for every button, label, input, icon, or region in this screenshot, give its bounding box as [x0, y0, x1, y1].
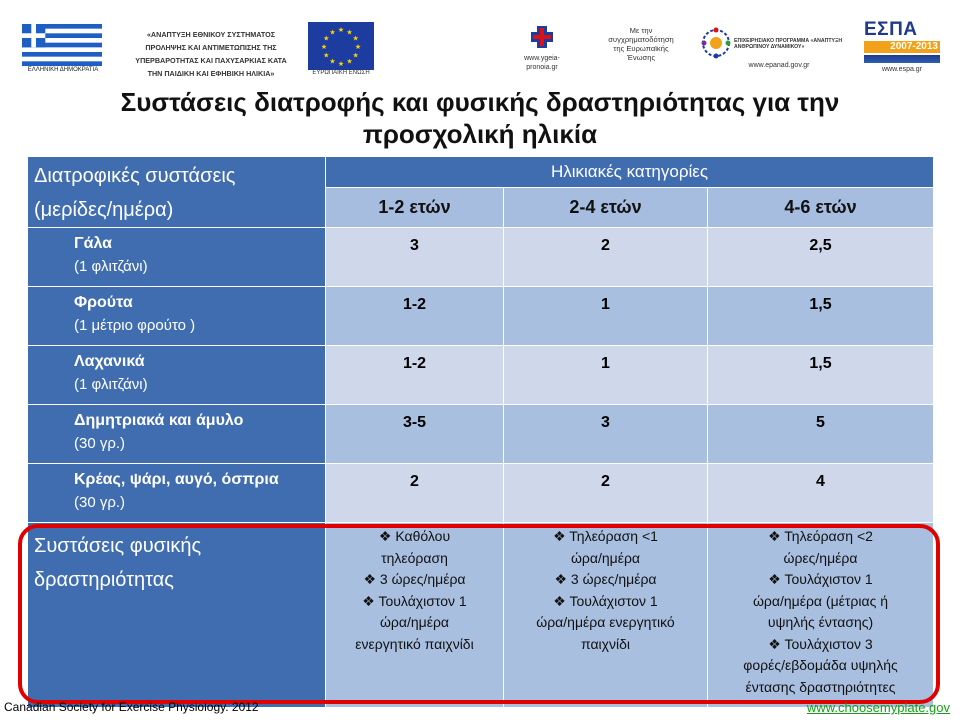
svg-text:★: ★ — [323, 34, 330, 43]
row-label: Λαχανικά (1 φλιτζάνι) — [28, 346, 326, 405]
cofunding-text: Με την συγχρηματοδότηση της Ευρωπαϊκής Ένωσης — [608, 26, 674, 62]
table-cell: 1-2 — [326, 346, 504, 405]
table-cell: 1 — [504, 346, 708, 405]
svg-text:★: ★ — [329, 57, 336, 66]
physical-activity-row — [28, 523, 934, 708]
age-group-1-2: 1-2 ετών — [326, 188, 504, 228]
table-header-row — [28, 157, 934, 188]
activity-cell-2-4: ❖ Τηλεόραση <1 ώρα/ημέρα ❖ 3 ώρες/ημέρα ❖ Τουλάχιστον 1 ώρα/ημέρα ενεργητικό παιχνίδι — [504, 523, 708, 708]
table-row — [28, 464, 934, 523]
espa-logo — [864, 20, 940, 63]
row-label: Γάλα (1 φλιτζάνι) — [28, 228, 326, 287]
table-cell: 4 — [708, 464, 934, 523]
table-row — [28, 346, 934, 405]
svg-text:★: ★ — [346, 57, 353, 66]
activity-cell-1-2: ❖ Καθόλου τηλεόραση ❖ 3 ώρες/ημέρα ❖ Τουλάχιστον 1 ώρα/ημέρα ενεργητικό παιχνίδι — [326, 523, 504, 708]
ygeia-url: www.ygeia-pronoia.gr — [524, 55, 560, 71]
svg-text:★: ★ — [352, 51, 359, 60]
svg-text:★: ★ — [352, 34, 359, 43]
recommendations-table — [27, 156, 934, 708]
eu-caption: ΕΥΡΩΠΑΪΚΗ ΕΝΩΣΗ — [312, 70, 370, 76]
epanad-program-name: ΕΠΙΧΕΙΡΗΣΙΑΚΟ ΠΡΟΓΡΑΜΜΑ «ΑΝΑΠΤΥΞΗ ΑΝΘΡΩΠΙΝΟΥ ΔΥΝΑΜΙΚΟΥ» — [734, 38, 843, 50]
table-row — [28, 405, 934, 464]
table-cell: 1,5 — [708, 346, 934, 405]
eu-flag-icon — [308, 22, 374, 70]
svg-text:★: ★ — [337, 60, 345, 68]
header-logos — [0, 0, 960, 84]
svg-text:★: ★ — [337, 26, 345, 34]
age-groups-header: Ηλικιακές κατηγορίες — [326, 157, 934, 188]
espa-stripe — [864, 55, 940, 63]
table-cell: 3 — [504, 405, 708, 464]
table-cell: 2 — [504, 228, 708, 287]
epanad-url: www.epanad.gov.gr — [748, 62, 810, 69]
age-group-4-6: 4-6 ετών — [708, 188, 934, 228]
table-cell: 2,5 — [708, 228, 934, 287]
svg-text:★: ★ — [354, 43, 362, 51]
table-cell: 1,5 — [708, 287, 934, 346]
table-cell: 1-2 — [326, 287, 504, 346]
row-label: Φρούτα (1 μέτριο φρούτο ) — [28, 287, 326, 346]
table-cell: 3-5 — [326, 405, 504, 464]
nutrition-header-cell: Διατροφικές συστάσεις (μερίδες/ημέρα) — [28, 157, 326, 228]
table-cell: 1 — [504, 287, 708, 346]
physical-activity-label: Συστάσεις φυσικής δραστηριότητας — [28, 523, 326, 708]
svg-text:★: ★ — [320, 43, 328, 51]
committee-name: «ΑΝΑΠΤΥΞΗ ΕΘΝΙΚΟΥ ΣΥΣΤΗΜΑΤΟΣ ΠΡΟΛΗΨΗΣ ΚΑΙ ΑΝΤΙΜΕΤΩΠΙΣΗΣ ΤΗΣ ΥΠΕΡΒΑΡΟΤΗΤΑΣ ΚΑΙ ΠΑΧΥΣΑΡΚΙΑΣ ΚΑΤΑ ΤΗΝ ΠΑΙΔΙΚΗ ΚΑΙ ΕΦΗΒΙΚΗ ΗΛΙΚΙΑ» — [135, 30, 287, 78]
activity-cell-4-6: ❖ Τηλεόραση <2 ώρες/ημέρα ❖ Τουλάχιστον 1 ώρα/ημέρα (μέτριας ή υψηλής έντασης) ❖ Τουλάχιστον 3 φορές/εβδομάδα υψηλής έντασης δραστηριότητες — [708, 523, 934, 708]
choosemyplate-link[interactable]: www.choosemyplate.gov — [806, 700, 950, 715]
table-cell: 5 — [708, 405, 934, 464]
page-title: Συστάσεις διατροφής και φυσικής δραστηριότητας για την προσχολική ηλικία — [120, 87, 840, 149]
table-cell: 2 — [504, 464, 708, 523]
epanad-logo-icon — [700, 26, 732, 60]
row-label: Κρέας, ψάρι, αυγό, όσπρια (30 γρ.) — [28, 464, 326, 523]
svg-text:★: ★ — [346, 28, 353, 37]
espa-title: ΕΣΠΑ — [864, 19, 918, 40]
table-cell: 2 — [326, 464, 504, 523]
table-row — [28, 228, 934, 287]
row-label: Δημητριακά και άμυλο (30 γρ.) — [28, 405, 326, 464]
age-group-2-4: 2-4 ετών — [504, 188, 708, 228]
espa-years: 2007-2013 — [864, 41, 940, 53]
espa-url: www.espa.gr — [881, 66, 923, 73]
table-cell: 3 — [326, 228, 504, 287]
svg-text:★: ★ — [329, 28, 336, 37]
svg-text:★: ★ — [323, 51, 330, 60]
ministry-logo-icon — [528, 24, 556, 50]
greek-flag-icon — [22, 24, 102, 66]
source-citation: Canadian Society for Exercise Physiology. 2012 — [4, 700, 259, 714]
flag-caption: ΕΛΛΗΝΙΚΗ ΔΗΜΟΚΡΑΤΙΑ — [27, 67, 99, 73]
table-row — [28, 287, 934, 346]
